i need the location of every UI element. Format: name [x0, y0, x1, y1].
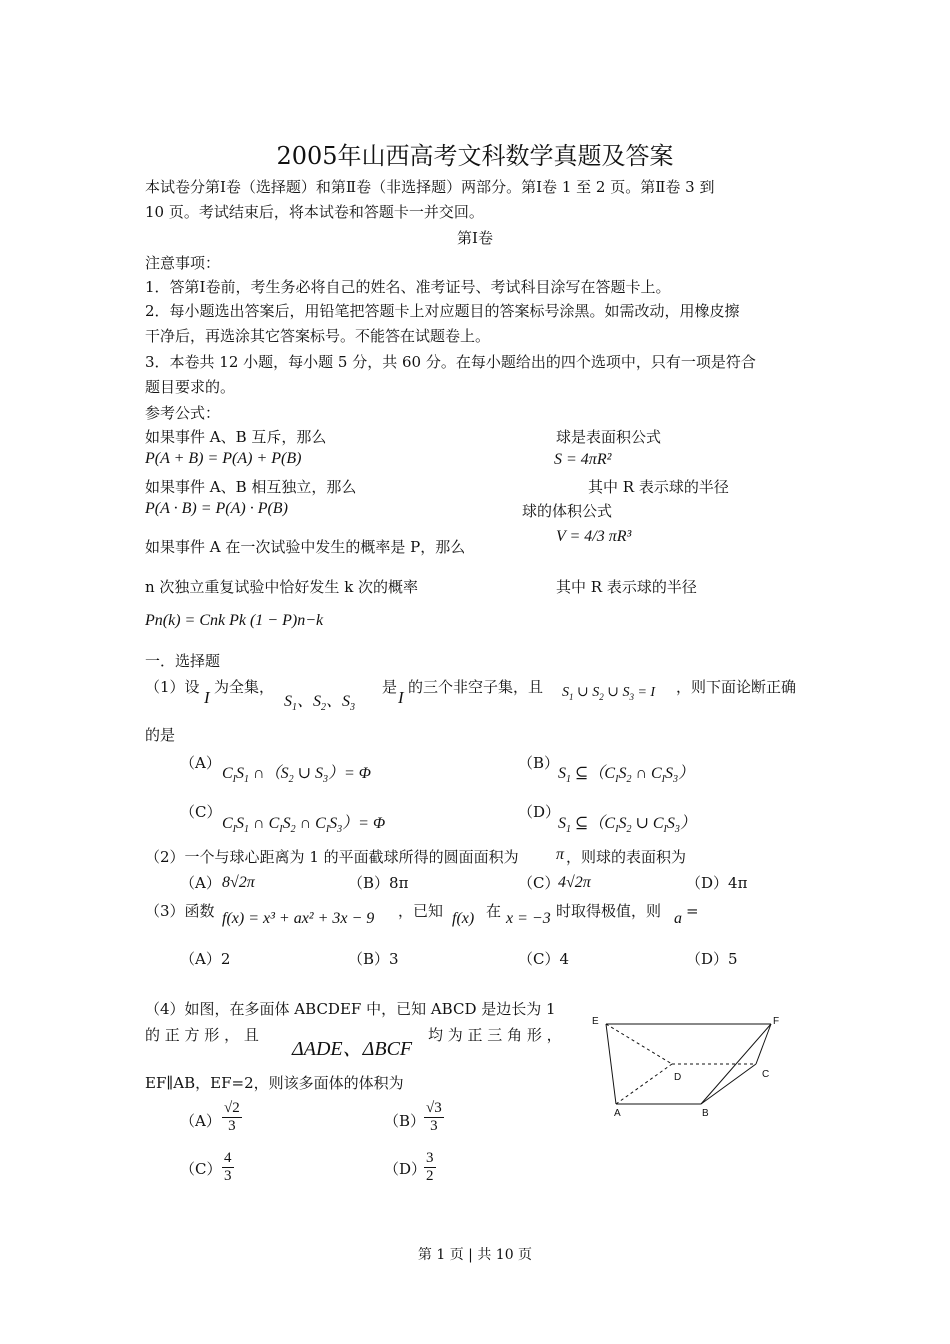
q3-stem-c: 在	[486, 902, 502, 920]
edge-cf	[756, 1024, 771, 1064]
edge-bf	[701, 1024, 771, 1104]
sphere-volume-text: 球的体积公式	[522, 502, 613, 520]
note-item-2a: 2．每小题选出答案后，用铅笔把答题卡上对应题目的答案标号涂黑。如需改动，用橡皮擦	[145, 302, 740, 320]
label-d: D	[674, 1072, 682, 1083]
section-heading: 第Ⅰ卷	[457, 229, 493, 247]
label-f: F	[773, 1016, 780, 1027]
q4-option-b: $\frac{√3}{3}$	[426, 1100, 442, 1134]
q4-line-3: EF∥AB，EF=2，则该多面体的体积为	[145, 1074, 404, 1092]
polyhedron-figure	[586, 1010, 796, 1122]
exclusive-text: 如果事件 A、B 互斥，那么	[145, 428, 327, 446]
prob-text: 如果事件 A 在一次试验中发生的概率是 P，那么	[145, 538, 466, 556]
independent-text: 如果事件 A、B 相互独立，那么	[145, 478, 357, 496]
q4-option-c-label: （C）	[180, 1160, 222, 1178]
q3-x-value: x = −3	[506, 910, 551, 927]
q2-option-c-label: （C）	[518, 874, 560, 892]
label-e: E	[592, 1016, 599, 1027]
part-one-heading: 一．选择题	[145, 652, 221, 670]
radius-note-2: 其中 R 表示球的半径	[556, 578, 697, 596]
q2-stem: （2）一个与球心距离为 1 的平面截球所得的圆面面积为	[145, 848, 519, 866]
q1-stem-c: 是	[382, 678, 398, 696]
q4-option-d-label: （D）	[384, 1160, 427, 1178]
q1-sets: $S_1$、$S_2$、$S_3$	[284, 693, 356, 714]
binomial-formula: Pn(k) = Cnk Pk (1 − P)n−k	[145, 612, 324, 629]
formulas-heading: 参考公式：	[145, 404, 221, 422]
intro-line-2: 10 页。考试结束后，将本试卷和答题卡一并交回。	[145, 203, 484, 221]
q1-option-a: $C_IS_1$ $\cap(S_2$ ∪ $S_3)= \Phi$	[222, 765, 371, 786]
independent-formula: P(A · B) = P(A) · P(B)	[145, 500, 288, 517]
q1-stem-b: 为全集，	[214, 678, 275, 696]
note-item-2b: 干净后，再选涂其它答案标号。不能答在试题卷上。	[145, 327, 491, 345]
exclusive-formula: P(A + B) = P(A) + P(B)	[145, 450, 302, 467]
page-footer: 第 1 页 | 共 10 页	[417, 1247, 533, 1263]
q3-stem-a: （3）函数	[145, 902, 215, 920]
note-item-1: 1．答第Ⅰ卷前，考生务必将自己的姓名、准考证号、考试科目涂写在答题卡上。	[145, 278, 671, 296]
q4-line-2b: 均 为 正 三 角 形 ，	[428, 1026, 562, 1044]
edge-ea	[606, 1024, 616, 1104]
intro-line-1: 本试卷分第Ⅰ卷（选择题）和第Ⅱ卷（非选择题）两部分。第Ⅰ卷 1 至 2 页。第Ⅱ卷 3 到	[145, 178, 715, 196]
label-b: B	[702, 1108, 709, 1119]
q1-stem-a: （1）设	[145, 678, 200, 696]
q1-option-b-label: （B）	[518, 754, 560, 772]
q2-option-b: （B）8π	[348, 874, 409, 892]
sphere-area-formula: S = 4πR²	[554, 451, 612, 468]
q4-option-a-label: （A）	[180, 1112, 221, 1130]
q2-option-d: （D）4π	[686, 874, 748, 892]
q3-stem-d: 时取得极值，则	[556, 902, 662, 920]
q3-option-b: （B）3	[348, 950, 399, 968]
q2-option-a: 8√2π	[222, 874, 255, 891]
q2-pi: π	[556, 846, 565, 863]
q3-function: f(x) = x³ + ax² + 3x − 9	[222, 910, 375, 927]
edge-bc	[701, 1064, 756, 1104]
q3-fx: f(x)	[452, 910, 475, 927]
q1-option-b: $S_1$ $⊆(C_IS_2$ ∩ $C_IS_3$）	[558, 765, 695, 786]
edge-ad	[616, 1064, 672, 1104]
q3-option-c: （C）4	[518, 950, 570, 968]
q1-var-i2: I	[398, 688, 404, 707]
q1-option-c-label: （C）	[180, 803, 222, 821]
notes-heading: 注意事项：	[145, 254, 221, 272]
label-a: A	[614, 1108, 621, 1119]
q2-option-a-label: （A）	[180, 874, 221, 892]
edge-ed	[606, 1024, 672, 1064]
q4-triangles: ΔADE、ΔBCF	[292, 1038, 413, 1060]
q4-option-a: $\frac{√2}{3}$	[224, 1100, 240, 1134]
q1-stem-f: 的是	[145, 726, 176, 744]
sphere-area-text: 球是表面积公式	[556, 428, 662, 446]
q3-stem-e: =	[686, 902, 699, 920]
q2-stem-end: ，则球的表面积为	[566, 848, 687, 866]
q3-var-a: a	[674, 910, 682, 927]
sphere-volume-formula: V = 4/3 πR³	[556, 528, 632, 545]
q1-option-d: $S_1$ $⊆(C_IS_2$ ∪ $C_IS_3$）	[558, 815, 696, 836]
q3-option-d: （D）5	[686, 950, 738, 968]
q2-option-c: 4√2π	[558, 874, 591, 891]
q4-option-d: $\frac{3}{2}$	[426, 1150, 434, 1184]
q1-option-c: $C_IS_1$ ∩ $C_IS_2$ ∩ $C_IS_3)= \Phi$	[222, 815, 386, 836]
q1-var-i: I	[204, 688, 210, 707]
q1-stem-d: 的三个非空子集，且	[408, 678, 544, 696]
q4-option-c: $\frac{4}{3}$	[224, 1150, 232, 1184]
q1-option-d-label: （D）	[518, 803, 561, 821]
q3-stem-b: ，已知	[398, 902, 444, 920]
q4-line-2a: 的 正 方 形 ， 且	[145, 1026, 259, 1044]
q3-option-a: （A）2	[180, 950, 231, 968]
q1-union: $S_1$ ∪ $S_2$ ∪ $S_3 = I$	[562, 685, 656, 702]
q1-stem-e: ，则下面论断正确	[676, 678, 797, 696]
radius-note-1: 其中 R 表示球的半径	[588, 478, 729, 496]
q4-option-b-label: （B）	[384, 1112, 426, 1130]
page-title: 2005年山西高考文科数学真题及答案	[276, 142, 674, 170]
q4-line-1: （4）如图，在多面体 ABCDEF 中，已知 ABCD 是边长为 1	[145, 1000, 556, 1018]
trial-text: n 次独立重复试验中恰好发生 k 次的概率	[145, 578, 419, 596]
note-item-3a: 3．本卷共 12 小题，每小题 5 分，共 60 分。在每小题给出的四个选项中，只有一项是符合	[145, 353, 756, 371]
note-item-3b: 题目要求的。	[145, 378, 236, 396]
q1-option-a-label: （A）	[180, 754, 221, 772]
label-c: C	[762, 1069, 770, 1080]
